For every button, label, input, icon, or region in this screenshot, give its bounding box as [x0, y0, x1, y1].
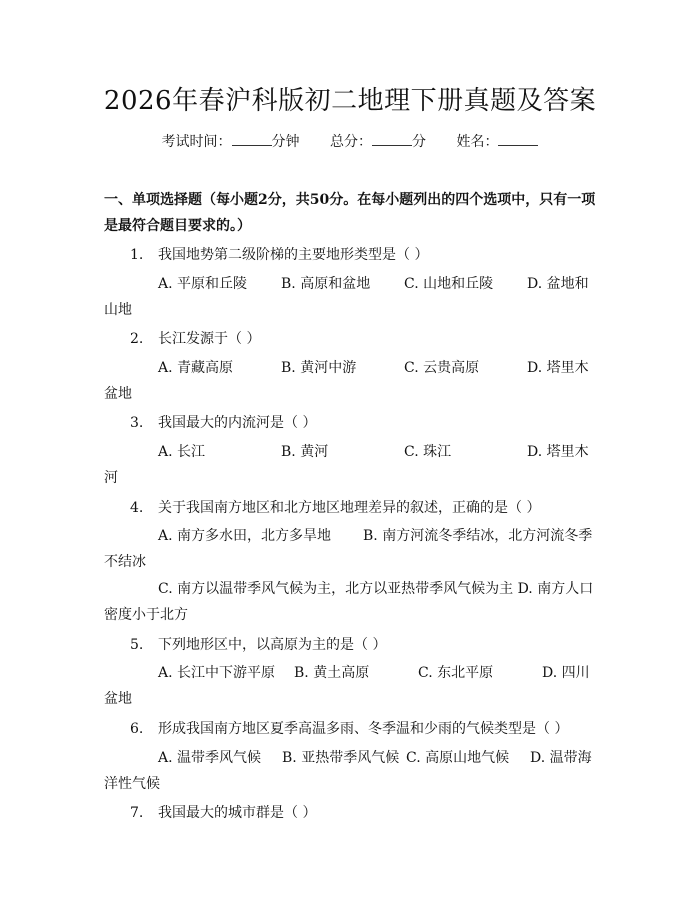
- exam-score: [330, 134, 426, 150]
- question-number: 4.: [130, 500, 144, 516]
- question-number: 5.: [130, 637, 144, 653]
- score-blank[interactable]: [372, 133, 412, 146]
- question-4-options-cd: [104, 576, 594, 628]
- question-6-options: [104, 745, 594, 797]
- option-a[interactable]: A. 长江中下游平原: [158, 665, 276, 681]
- question-1-options: [104, 271, 594, 323]
- option-a[interactable]: A. 平原和丘陵: [158, 276, 248, 292]
- exam-meta: [0, 131, 700, 151]
- option-b[interactable]: B. 黄河: [281, 444, 329, 460]
- student-name: [456, 134, 538, 150]
- question-text: 关于我国南方地区和北方地区地理差异的叙述，正确的是（ ）: [158, 500, 541, 516]
- option-d[interactable]: D. 塔里木河: [104, 444, 589, 486]
- question-2-options: [104, 355, 594, 407]
- question-number: 7.: [130, 805, 144, 821]
- time-blank[interactable]: [232, 133, 272, 146]
- option-a[interactable]: A. 南方多水田，北方多旱地: [158, 528, 332, 544]
- question-4-options-ab: [104, 523, 594, 575]
- question-text: 我国最大的城市群是（ ）: [158, 805, 317, 821]
- option-d[interactable]: D. 四川盆地: [104, 665, 590, 707]
- option-d[interactable]: D. 盆地和山地: [104, 276, 589, 318]
- option-c[interactable]: C. 南方以温带季风气候为主，北方以亚热带季风气候为主: [158, 581, 514, 597]
- option-b[interactable]: B. 高原和盆地: [281, 276, 371, 292]
- option-d[interactable]: D. 南方人口密度小于北方: [104, 581, 594, 623]
- question-text: 我国最大的内流河是（ ）: [158, 415, 317, 431]
- exam-time: [162, 134, 300, 150]
- question-text: 我国地势第二级阶梯的主要地形类型是（ ）: [158, 247, 429, 263]
- question-number: 2.: [130, 331, 144, 347]
- question-4: [130, 497, 540, 517]
- time-label: 考试时间：: [161, 134, 232, 150]
- question-number: 3.: [130, 415, 144, 431]
- option-a[interactable]: A. 青藏高原: [158, 360, 234, 376]
- option-a[interactable]: A. 温带季风气候: [158, 750, 262, 766]
- option-c[interactable]: C. 云贵高原: [404, 360, 480, 376]
- option-a[interactable]: A. 长江: [158, 444, 206, 460]
- question-3-options: [104, 439, 594, 491]
- option-c[interactable]: C. 高原山地气候: [406, 750, 510, 766]
- question-2: [130, 328, 260, 348]
- time-unit: 分钟: [271, 134, 300, 150]
- question-number: 1.: [130, 247, 144, 263]
- question-text: 形成我国南方地区夏季高温多雨、冬季温和少雨的气候类型是（ ）: [158, 721, 569, 737]
- question-1: [130, 244, 428, 264]
- name-label: 姓名：: [456, 134, 499, 150]
- option-c[interactable]: C. 珠江: [404, 444, 452, 460]
- section-heading: 一、单项选择题（每小题2分，共50分。在每小题列出的四个选项中，只有一项是最符合题目要求的。）: [104, 192, 596, 234]
- question-text: 长江发源于（ ）: [158, 331, 261, 347]
- question-text: 下列地形区中，以高原为主的是（ ）: [158, 637, 387, 653]
- option-d[interactable]: D. 温带海洋性气候: [104, 750, 592, 792]
- score-unit: 分: [412, 134, 426, 150]
- question-6: [130, 718, 568, 738]
- score-label: 总分：: [330, 134, 372, 150]
- option-b[interactable]: B. 亚热带季风气候: [282, 750, 400, 766]
- question-3: [130, 412, 316, 432]
- question-5-options: [104, 660, 594, 712]
- option-b[interactable]: B. 黄河中游: [281, 360, 357, 376]
- option-d[interactable]: D. 塔里木盆地: [104, 360, 589, 402]
- name-blank[interactable]: [498, 133, 538, 146]
- option-b[interactable]: B. 黄土高原: [294, 665, 370, 681]
- page-title: 2026年春沪科版初二地理下册真题及答案: [103, 86, 597, 116]
- option-b[interactable]: B. 南方河流冬季结冰，北方河流冬季不结冰: [104, 528, 593, 570]
- option-c[interactable]: C. 山地和丘陵: [404, 276, 494, 292]
- question-7: [130, 802, 316, 822]
- question-number: 6.: [130, 721, 144, 737]
- option-c[interactable]: C. 东北平原: [418, 665, 494, 681]
- question-5: [130, 634, 386, 654]
